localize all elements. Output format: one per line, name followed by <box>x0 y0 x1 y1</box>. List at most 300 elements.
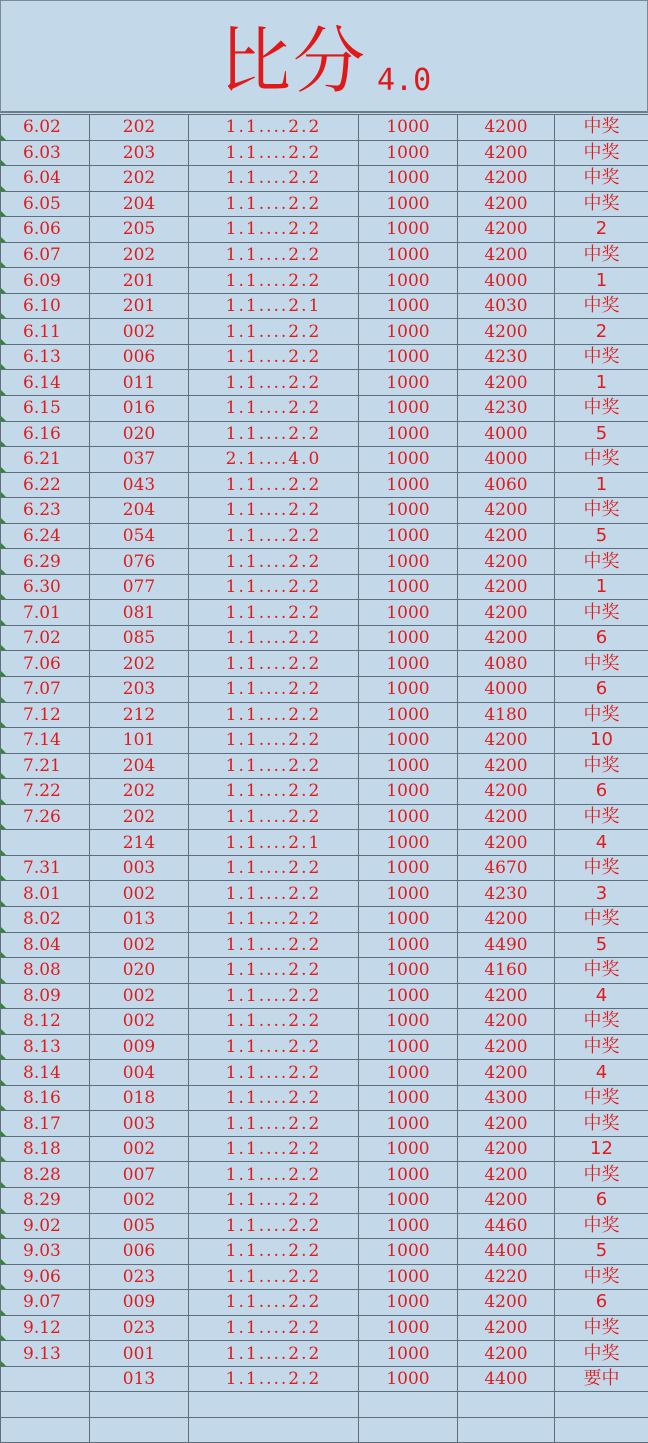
score-range-cell[interactable]: 1.1....2.2 <box>189 958 359 984</box>
date-cell[interactable]: 7.14 <box>1 728 90 754</box>
date-cell[interactable]: 6.07 <box>1 242 90 268</box>
code-cell[interactable]: 205 <box>90 217 189 243</box>
amount-cell[interactable] <box>458 1392 555 1418</box>
date-cell[interactable]: 6.10 <box>1 293 90 319</box>
amount-cell[interactable]: 4200 <box>458 166 555 192</box>
score-range-cell[interactable]: 1.1....2.2 <box>189 549 359 575</box>
date-cell[interactable]: 9.07 <box>1 1290 90 1316</box>
score-range-cell[interactable]: 1.1....2.2 <box>189 1009 359 1035</box>
stake-cell[interactable]: 1000 <box>359 1290 458 1316</box>
date-cell[interactable] <box>1 1366 90 1392</box>
result-cell[interactable]: 12 <box>555 1136 648 1162</box>
date-cell[interactable]: 7.01 <box>1 600 90 626</box>
stake-cell[interactable]: 1000 <box>359 906 458 932</box>
amount-cell[interactable]: 4200 <box>458 728 555 754</box>
stake-cell[interactable]: 1000 <box>359 855 458 881</box>
date-cell[interactable]: 6.29 <box>1 549 90 575</box>
result-cell[interactable]: 中奖 <box>555 166 648 192</box>
result-cell[interactable]: 中奖 <box>555 191 648 217</box>
result-cell[interactable]: 1 <box>555 268 648 294</box>
date-cell[interactable]: 9.12 <box>1 1315 90 1341</box>
stake-cell[interactable]: 1000 <box>359 115 458 141</box>
result-cell[interactable]: 中奖 <box>555 1213 648 1239</box>
result-cell[interactable]: 6 <box>555 779 648 805</box>
code-cell[interactable]: 020 <box>90 421 189 447</box>
stake-cell[interactable]: 1000 <box>359 651 458 677</box>
amount-cell[interactable]: 4030 <box>458 293 555 319</box>
code-cell[interactable]: 002 <box>90 932 189 958</box>
amount-cell[interactable]: 4200 <box>458 779 555 805</box>
score-range-cell[interactable]: 1.1....2.2 <box>189 906 359 932</box>
amount-cell[interactable]: 4200 <box>458 1009 555 1035</box>
stake-cell[interactable]: 1000 <box>359 319 458 345</box>
amount-cell[interactable]: 4000 <box>458 421 555 447</box>
result-cell[interactable]: 中奖 <box>555 1111 648 1137</box>
stake-cell[interactable]: 1000 <box>359 1085 458 1111</box>
stake-cell[interactable]: 1000 <box>359 447 458 473</box>
amount-cell[interactable]: 4200 <box>458 242 555 268</box>
date-cell[interactable]: 8.14 <box>1 1060 90 1086</box>
code-cell[interactable]: 013 <box>90 906 189 932</box>
score-range-cell[interactable]: 1.1....2.2 <box>189 370 359 396</box>
date-cell[interactable]: 6.11 <box>1 319 90 345</box>
score-range-cell[interactable]: 1.1....2.2 <box>189 191 359 217</box>
score-range-cell[interactable]: 1.1....2.2 <box>189 1111 359 1137</box>
result-cell[interactable]: 中奖 <box>555 396 648 422</box>
stake-cell[interactable]: 1000 <box>359 191 458 217</box>
code-cell[interactable]: 203 <box>90 677 189 703</box>
score-range-cell[interactable]: 1.1....2.2 <box>189 983 359 1009</box>
amount-cell[interactable]: 4200 <box>458 370 555 396</box>
amount-cell[interactable]: 4200 <box>458 625 555 651</box>
code-cell[interactable]: 001 <box>90 1341 189 1367</box>
stake-cell[interactable]: 1000 <box>359 293 458 319</box>
amount-cell[interactable]: 4490 <box>458 932 555 958</box>
result-cell[interactable]: 2 <box>555 319 648 345</box>
code-cell[interactable]: 003 <box>90 1111 189 1137</box>
code-cell[interactable]: 037 <box>90 447 189 473</box>
amount-cell[interactable]: 4200 <box>458 804 555 830</box>
code-cell[interactable]: 006 <box>90 1239 189 1265</box>
amount-cell[interactable]: 4000 <box>458 447 555 473</box>
stake-cell[interactable]: 1000 <box>359 217 458 243</box>
code-cell[interactable] <box>90 1417 189 1443</box>
code-cell[interactable]: 202 <box>90 804 189 830</box>
result-cell[interactable]: 4 <box>555 1060 648 1086</box>
score-range-cell[interactable]: 1.1....2.2 <box>189 1060 359 1086</box>
amount-cell[interactable]: 4460 <box>458 1213 555 1239</box>
amount-cell[interactable]: 4200 <box>458 140 555 166</box>
date-cell[interactable]: 8.08 <box>1 958 90 984</box>
result-cell[interactable]: 中奖 <box>555 140 648 166</box>
code-cell[interactable]: 202 <box>90 166 189 192</box>
amount-cell[interactable]: 4200 <box>458 191 555 217</box>
score-range-cell[interactable]: 1.1....2.2 <box>189 498 359 524</box>
code-cell[interactable]: 212 <box>90 702 189 728</box>
date-cell[interactable]: 6.09 <box>1 268 90 294</box>
stake-cell[interactable]: 1000 <box>359 1341 458 1367</box>
date-cell[interactable] <box>1 1392 90 1418</box>
result-cell[interactable]: 3 <box>555 881 648 907</box>
stake-cell[interactable]: 1000 <box>359 1060 458 1086</box>
score-range-cell[interactable]: 1.1....2.2 <box>189 1315 359 1341</box>
code-cell[interactable]: 011 <box>90 370 189 396</box>
stake-cell[interactable]: 1000 <box>359 523 458 549</box>
result-cell[interactable]: 中奖 <box>555 1264 648 1290</box>
date-cell[interactable]: 7.12 <box>1 702 90 728</box>
stake-cell[interactable]: 1000 <box>359 804 458 830</box>
score-range-cell[interactable]: 1.1....2.2 <box>189 932 359 958</box>
amount-cell[interactable]: 4200 <box>458 753 555 779</box>
result-cell[interactable]: 10 <box>555 728 648 754</box>
amount-cell[interactable]: 4200 <box>458 217 555 243</box>
code-cell[interactable]: 018 <box>90 1085 189 1111</box>
stake-cell[interactable]: 1000 <box>359 983 458 1009</box>
score-range-cell[interactable]: 1.1....2.2 <box>189 728 359 754</box>
score-range-cell[interactable]: 1.1....2.2 <box>189 1290 359 1316</box>
amount-cell[interactable]: 4000 <box>458 268 555 294</box>
code-cell[interactable]: 201 <box>90 268 189 294</box>
code-cell[interactable]: 077 <box>90 574 189 600</box>
amount-cell[interactable]: 4200 <box>458 1136 555 1162</box>
score-range-cell[interactable]: 1.1....2.2 <box>189 1213 359 1239</box>
score-range-cell[interactable]: 1.1....2.2 <box>189 115 359 141</box>
score-range-cell[interactable]: 1.1....2.2 <box>189 1264 359 1290</box>
score-range-cell[interactable]: 1.1....2.2 <box>189 677 359 703</box>
date-cell[interactable]: 6.15 <box>1 396 90 422</box>
result-cell[interactable]: 中奖 <box>555 344 648 370</box>
result-cell[interactable]: 4 <box>555 983 648 1009</box>
date-cell[interactable]: 6.05 <box>1 191 90 217</box>
amount-cell[interactable]: 4200 <box>458 1060 555 1086</box>
date-cell[interactable]: 7.06 <box>1 651 90 677</box>
code-cell[interactable]: 201 <box>90 293 189 319</box>
stake-cell[interactable]: 1000 <box>359 498 458 524</box>
stake-cell[interactable]: 1000 <box>359 1111 458 1137</box>
amount-cell[interactable]: 4200 <box>458 1315 555 1341</box>
date-cell[interactable]: 6.16 <box>1 421 90 447</box>
amount-cell[interactable]: 4080 <box>458 651 555 677</box>
amount-cell[interactable]: 4180 <box>458 702 555 728</box>
score-range-cell[interactable] <box>189 1392 359 1418</box>
amount-cell[interactable]: 4200 <box>458 574 555 600</box>
date-cell[interactable]: 8.09 <box>1 983 90 1009</box>
result-cell[interactable]: 中奖 <box>555 549 648 575</box>
date-cell[interactable]: 8.16 <box>1 1085 90 1111</box>
code-cell[interactable]: 202 <box>90 115 189 141</box>
stake-cell[interactable]: 1000 <box>359 625 458 651</box>
stake-cell[interactable]: 1000 <box>359 1162 458 1188</box>
date-cell[interactable]: 8.28 <box>1 1162 90 1188</box>
date-cell[interactable]: 6.14 <box>1 370 90 396</box>
amount-cell[interactable]: 4400 <box>458 1239 555 1265</box>
amount-cell[interactable]: 4200 <box>458 115 555 141</box>
stake-cell[interactable]: 1000 <box>359 779 458 805</box>
date-cell[interactable]: 7.02 <box>1 625 90 651</box>
code-cell[interactable]: 204 <box>90 498 189 524</box>
score-range-cell[interactable]: 1.1....2.2 <box>189 1162 359 1188</box>
result-cell[interactable]: 中奖 <box>555 804 648 830</box>
code-cell[interactable]: 101 <box>90 728 189 754</box>
result-cell[interactable]: 要中 <box>555 1366 648 1392</box>
result-cell[interactable]: 1 <box>555 574 648 600</box>
result-cell[interactable]: 中奖 <box>555 702 648 728</box>
amount-cell[interactable] <box>458 1417 555 1443</box>
stake-cell[interactable] <box>359 1392 458 1418</box>
code-cell[interactable]: 002 <box>90 1187 189 1213</box>
amount-cell[interactable]: 4060 <box>458 472 555 498</box>
stake-cell[interactable]: 1000 <box>359 1239 458 1265</box>
stake-cell[interactable]: 1000 <box>359 166 458 192</box>
stake-cell[interactable]: 1000 <box>359 753 458 779</box>
amount-cell[interactable]: 4200 <box>458 1162 555 1188</box>
amount-cell[interactable]: 4300 <box>458 1085 555 1111</box>
stake-cell[interactable]: 1000 <box>359 1034 458 1060</box>
score-range-cell[interactable]: 1.1....2.1 <box>189 293 359 319</box>
stake-cell[interactable]: 1000 <box>359 396 458 422</box>
code-cell[interactable]: 002 <box>90 983 189 1009</box>
result-cell[interactable]: 6 <box>555 625 648 651</box>
stake-cell[interactable]: 1000 <box>359 242 458 268</box>
stake-cell[interactable]: 1000 <box>359 140 458 166</box>
amount-cell[interactable]: 4670 <box>458 855 555 881</box>
result-cell[interactable]: 中奖 <box>555 958 648 984</box>
stake-cell[interactable]: 1000 <box>359 677 458 703</box>
stake-cell[interactable]: 1000 <box>359 370 458 396</box>
date-cell[interactable]: 8.04 <box>1 932 90 958</box>
code-cell[interactable]: 016 <box>90 396 189 422</box>
result-cell[interactable]: 6 <box>555 1290 648 1316</box>
date-cell[interactable]: 7.21 <box>1 753 90 779</box>
code-cell[interactable]: 023 <box>90 1315 189 1341</box>
stake-cell[interactable]: 1000 <box>359 1009 458 1035</box>
code-cell[interactable]: 002 <box>90 319 189 345</box>
result-cell[interactable]: 中奖 <box>555 600 648 626</box>
amount-cell[interactable]: 4000 <box>458 677 555 703</box>
stake-cell[interactable]: 1000 <box>359 344 458 370</box>
score-range-cell[interactable]: 1.1....2.2 <box>189 344 359 370</box>
stake-cell[interactable]: 1000 <box>359 881 458 907</box>
date-cell[interactable]: 8.18 <box>1 1136 90 1162</box>
score-range-cell[interactable]: 1.1....2.2 <box>189 855 359 881</box>
amount-cell[interactable]: 4200 <box>458 600 555 626</box>
code-cell[interactable]: 007 <box>90 1162 189 1188</box>
code-cell[interactable]: 006 <box>90 344 189 370</box>
date-cell[interactable]: 7.22 <box>1 779 90 805</box>
score-range-cell[interactable]: 1.1....2.2 <box>189 319 359 345</box>
result-cell[interactable]: 中奖 <box>555 753 648 779</box>
score-range-cell[interactable]: 1.1....2.2 <box>189 753 359 779</box>
score-range-cell[interactable]: 1.1....2.2 <box>189 600 359 626</box>
stake-cell[interactable]: 1000 <box>359 830 458 856</box>
code-cell[interactable]: 203 <box>90 140 189 166</box>
score-range-cell[interactable]: 1.1....2.2 <box>189 651 359 677</box>
stake-cell[interactable]: 1000 <box>359 549 458 575</box>
code-cell[interactable]: 054 <box>90 523 189 549</box>
date-cell[interactable]: 6.21 <box>1 447 90 473</box>
stake-cell[interactable]: 1000 <box>359 421 458 447</box>
result-cell[interactable]: 5 <box>555 1239 648 1265</box>
amount-cell[interactable]: 4160 <box>458 958 555 984</box>
date-cell[interactable]: 7.26 <box>1 804 90 830</box>
date-cell[interactable]: 8.12 <box>1 1009 90 1035</box>
stake-cell[interactable]: 1000 <box>359 1315 458 1341</box>
date-cell[interactable]: 7.07 <box>1 677 90 703</box>
result-cell[interactable] <box>555 1417 648 1443</box>
code-cell[interactable]: 204 <box>90 753 189 779</box>
stake-cell[interactable]: 1000 <box>359 1264 458 1290</box>
score-range-cell[interactable]: 1.1....2.1 <box>189 830 359 856</box>
date-cell[interactable]: 9.13 <box>1 1341 90 1367</box>
amount-cell[interactable]: 4200 <box>458 1341 555 1367</box>
date-cell[interactable] <box>1 830 90 856</box>
date-cell[interactable]: 6.23 <box>1 498 90 524</box>
code-cell[interactable]: 202 <box>90 779 189 805</box>
date-cell[interactable]: 9.06 <box>1 1264 90 1290</box>
result-cell[interactable]: 中奖 <box>555 1162 648 1188</box>
score-range-cell[interactable]: 2.1....4.0 <box>189 447 359 473</box>
date-cell[interactable]: 6.24 <box>1 523 90 549</box>
code-cell[interactable]: 009 <box>90 1290 189 1316</box>
date-cell[interactable]: 6.02 <box>1 115 90 141</box>
score-range-cell[interactable]: 1.1....2.2 <box>189 217 359 243</box>
code-cell[interactable]: 009 <box>90 1034 189 1060</box>
amount-cell[interactable]: 4200 <box>458 906 555 932</box>
score-range-cell[interactable]: 1.1....2.2 <box>189 1239 359 1265</box>
score-range-cell[interactable]: 1.1....2.2 <box>189 779 359 805</box>
score-range-cell[interactable]: 1.1....2.2 <box>189 523 359 549</box>
result-cell[interactable]: 1 <box>555 370 648 396</box>
stake-cell[interactable]: 1000 <box>359 268 458 294</box>
date-cell[interactable]: 8.29 <box>1 1187 90 1213</box>
score-range-cell[interactable]: 1.1....2.2 <box>189 1034 359 1060</box>
code-cell[interactable]: 043 <box>90 472 189 498</box>
score-range-cell[interactable] <box>189 1417 359 1443</box>
result-cell[interactable]: 中奖 <box>555 115 648 141</box>
amount-cell[interactable]: 4200 <box>458 1111 555 1137</box>
amount-cell[interactable]: 4230 <box>458 396 555 422</box>
date-cell[interactable]: 8.01 <box>1 881 90 907</box>
amount-cell[interactable]: 4200 <box>458 1034 555 1060</box>
code-cell[interactable]: 002 <box>90 1136 189 1162</box>
date-cell[interactable]: 9.02 <box>1 1213 90 1239</box>
stake-cell[interactable]: 1000 <box>359 728 458 754</box>
score-range-cell[interactable]: 1.1....2.2 <box>189 472 359 498</box>
code-cell[interactable]: 214 <box>90 830 189 856</box>
date-cell[interactable]: 6.06 <box>1 217 90 243</box>
score-range-cell[interactable]: 1.1....2.2 <box>189 881 359 907</box>
amount-cell[interactable]: 4200 <box>458 1187 555 1213</box>
amount-cell[interactable]: 4200 <box>458 523 555 549</box>
stake-cell[interactable]: 1000 <box>359 1136 458 1162</box>
result-cell[interactable]: 4 <box>555 830 648 856</box>
result-cell[interactable]: 中奖 <box>555 1315 648 1341</box>
result-cell[interactable]: 中奖 <box>555 1034 648 1060</box>
amount-cell[interactable]: 4200 <box>458 1290 555 1316</box>
score-range-cell[interactable]: 1.1....2.2 <box>189 140 359 166</box>
amount-cell[interactable]: 4230 <box>458 881 555 907</box>
score-range-cell[interactable]: 1.1....2.2 <box>189 421 359 447</box>
code-cell[interactable]: 013 <box>90 1366 189 1392</box>
result-cell[interactable]: 5 <box>555 932 648 958</box>
code-cell[interactable]: 023 <box>90 1264 189 1290</box>
score-range-cell[interactable]: 1.1....2.2 <box>189 625 359 651</box>
result-cell[interactable]: 1 <box>555 472 648 498</box>
code-cell[interactable]: 204 <box>90 191 189 217</box>
stake-cell[interactable]: 1000 <box>359 1366 458 1392</box>
code-cell[interactable]: 002 <box>90 1009 189 1035</box>
stake-cell[interactable]: 1000 <box>359 1213 458 1239</box>
result-cell[interactable]: 中奖 <box>555 498 648 524</box>
result-cell[interactable]: 中奖 <box>555 651 648 677</box>
amount-cell[interactable]: 4200 <box>458 830 555 856</box>
result-cell[interactable]: 中奖 <box>555 1009 648 1035</box>
result-cell[interactable]: 6 <box>555 677 648 703</box>
score-range-cell[interactable]: 1.1....2.2 <box>189 268 359 294</box>
date-cell[interactable]: 8.02 <box>1 906 90 932</box>
result-cell[interactable]: 2 <box>555 217 648 243</box>
stake-cell[interactable] <box>359 1417 458 1443</box>
code-cell[interactable]: 020 <box>90 958 189 984</box>
score-range-cell[interactable]: 1.1....2.2 <box>189 1187 359 1213</box>
date-cell[interactable]: 9.03 <box>1 1239 90 1265</box>
score-range-cell[interactable]: 1.1....2.2 <box>189 574 359 600</box>
result-cell[interactable]: 中奖 <box>555 242 648 268</box>
amount-cell[interactable]: 4200 <box>458 319 555 345</box>
stake-cell[interactable]: 1000 <box>359 702 458 728</box>
result-cell[interactable]: 中奖 <box>555 1341 648 1367</box>
stake-cell[interactable]: 1000 <box>359 958 458 984</box>
amount-cell[interactable]: 4400 <box>458 1366 555 1392</box>
score-range-cell[interactable]: 1.1....2.2 <box>189 1366 359 1392</box>
code-cell[interactable]: 081 <box>90 600 189 626</box>
amount-cell[interactable]: 4200 <box>458 983 555 1009</box>
date-cell[interactable]: 6.03 <box>1 140 90 166</box>
result-cell[interactable]: 中奖 <box>555 1085 648 1111</box>
code-cell[interactable] <box>90 1392 189 1418</box>
date-cell[interactable] <box>1 1417 90 1443</box>
date-cell[interactable]: 8.13 <box>1 1034 90 1060</box>
score-range-cell[interactable]: 1.1....2.2 <box>189 1341 359 1367</box>
stake-cell[interactable]: 1000 <box>359 600 458 626</box>
stake-cell[interactable]: 1000 <box>359 932 458 958</box>
score-range-cell[interactable]: 1.1....2.2 <box>189 166 359 192</box>
date-cell[interactable]: 8.17 <box>1 1111 90 1137</box>
date-cell[interactable]: 6.04 <box>1 166 90 192</box>
code-cell[interactable]: 002 <box>90 881 189 907</box>
result-cell[interactable]: 6 <box>555 1187 648 1213</box>
result-cell[interactable]: 中奖 <box>555 447 648 473</box>
stake-cell[interactable]: 1000 <box>359 472 458 498</box>
result-cell[interactable]: 5 <box>555 523 648 549</box>
score-range-cell[interactable]: 1.1....2.2 <box>189 702 359 728</box>
result-cell[interactable]: 中奖 <box>555 906 648 932</box>
code-cell[interactable]: 202 <box>90 651 189 677</box>
result-cell[interactable] <box>555 1392 648 1418</box>
score-range-cell[interactable]: 1.1....2.2 <box>189 804 359 830</box>
result-cell[interactable]: 中奖 <box>555 855 648 881</box>
code-cell[interactable]: 085 <box>90 625 189 651</box>
date-cell[interactable]: 7.31 <box>1 855 90 881</box>
stake-cell[interactable]: 1000 <box>359 574 458 600</box>
score-range-cell[interactable]: 1.1....2.2 <box>189 242 359 268</box>
code-cell[interactable]: 005 <box>90 1213 189 1239</box>
amount-cell[interactable]: 4230 <box>458 344 555 370</box>
amount-cell[interactable]: 4200 <box>458 549 555 575</box>
score-range-cell[interactable]: 1.1....2.2 <box>189 396 359 422</box>
date-cell[interactable]: 6.22 <box>1 472 90 498</box>
code-cell[interactable]: 076 <box>90 549 189 575</box>
